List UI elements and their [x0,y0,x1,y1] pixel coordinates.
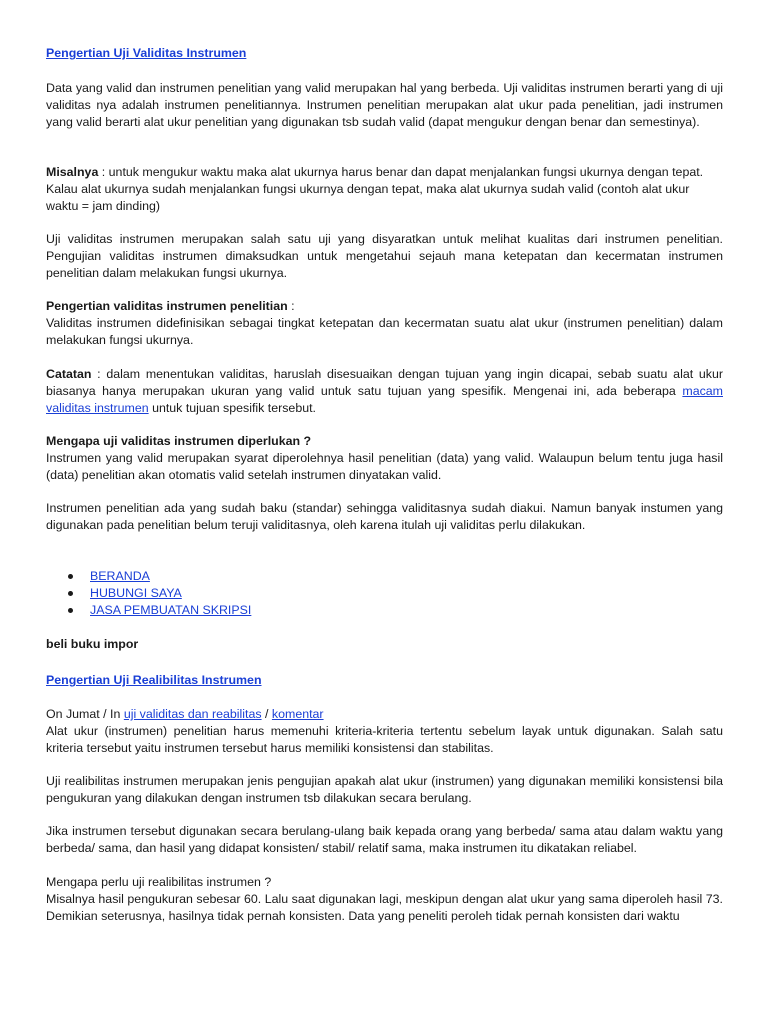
nav-menu [46,568,723,618]
section1-paragraph-3: Uji validitas instrumen merupakan salah satu uji yang disyaratkan untuk melihat kualitas dari instrumen penelitian. Pengujian validitas instrumen dimaksudkan untuk mengetahui sejauh mana ketepatan dan kecermatan instrumen penelitian dalam melakukan fungsi ukurnya. [46,232,723,280]
nav-link-jasa-pembuatan-skripsi[interactable]: JASA PEMBUATAN SKRIPSI [90,602,252,617]
section1-paragraph-7: Instrumen penelitian ada yang sudah baku (standar) sehingga validitasnya sudah diakui. Namun banyak instumen yang digunakan pada penelitian belum teruji validitasnya, oleh karena itulah uji validitas perlu dilakukan. [46,501,723,532]
section2-title-link[interactable]: Pengertian Uji Realibilitas Instrumen [46,673,262,687]
definition-colon: : [287,299,295,313]
section1-title-link[interactable]: Pengertian Uji Validitas Instrumen [46,46,247,60]
section1-paragraph-2 [46,164,723,214]
nav-item-hubungi-saya [46,585,723,602]
definition-text: Validitas instrumen didefinisikan sebagai tingkat ketepatan dan kecermatan suatu alat ukur (instrumen penelitian) dalam melakukan fungsi ukurnya. [46,315,723,347]
catatan-end: untuk tujuan spesifik tersebut. [148,400,316,415]
why-validity-text: Instrumen yang valid merupakan syarat diperolehnya hasil penelitian (data) yang valid. Walaupun belum tentu juga hasil (data) penelitian akan otomatis valid setelah instrumen dinyatakan valid. [46,450,723,482]
catatan-paragraph [46,366,723,416]
why-validity-block [46,433,723,483]
section1-paragraph-1: Data yang valid dan instrumen penelitian yang valid merupakan hal yang berbeda. Uji validitas instrumen berarti yang di uji validitas nya adalah instrumen penelitiannya. Instrumen penelitian merupakan alat ukur pada penelitian, jadi instrumen yang valid berarti alat ukur penelitian yang digunakan tsb sudah valid (dapat mengukur dengan benar dan semestinya). [46,81,723,129]
why-reliability-text: Misalnya hasil pengukuran sebesar 60. Lalu saat digunakan lagi, meskipun dengan alat ukur yang sama diperoleh hasil 73. Demikian seterusnya, hasilnya tidak pernah konsisten. Data yang peneliti peroleh tidak pernah konsisten dari waktu [46,891,723,923]
catatan-text: : dalam menentukan validitas, haruslah disesuaikan dengan tujuan yang ingin dicapai, sebab suatu alat ukur biasanya hanya merupakan ukuran yang valid untuk satu tujuan yang spesifik. Mengenai ini, ada beberapa [46,367,723,398]
section2-paragraph-2: Uji realibilitas instrumen merupakan jenis pengujian apakah alat ukur (instrumen) yang digunakan memiliki konsistensi bila pengukuran yang dilakukan dengan instrumen tsb dilakukan secara berulang. [46,774,723,805]
comment-link[interactable]: komentar [271,707,324,721]
post-meta-block [46,706,723,756]
catatan-label: Catatan [46,367,92,381]
category-link[interactable]: uji validitas dan reabilitas [123,707,262,721]
promo-text: beli buku impor [46,637,139,651]
section2-paragraph-3: Jika instrumen tersebut digunakan secara berulang-ulang baik kepada orang yang berbeda/ sama atau dalam waktu yang berbeda/ sama, dan hasil yang didapat konsisten/ stabil/ relatif sama, maka instrumen itu dikatakan reliabel. [46,824,723,855]
misalnya-text: : untuk mengukur waktu maka alat ukurnya harus benar dan dapat menjalankan fungsi ukurnya dengan tepat. Kalau alat ukurnya sudah menjalankan fungsi ukurnya dengan tepat, maka alat ukurnya sudah valid (contoh alat ukur waktu = jam dinding) [46,165,704,213]
macam-validitas-link[interactable]: macam validitas instrumen [46,383,723,415]
nav-link-hubungi-saya[interactable]: HUBUNGI SAYA [90,585,182,600]
definition-block [46,298,723,348]
misalnya-label: Misalnya [46,165,99,179]
nav-link-beranda[interactable]: BERANDA [90,569,150,583]
definition-heading: Pengertian validitas instrumen penelitian [46,299,288,313]
why-validity-heading: Mengapa uji validitas instrumen diperlukan ? [46,434,312,448]
post-meta: On Jumat / In uji validitas dan reabilitas / komentar [46,707,324,721]
section2-paragraph-1: Alat ukur (instrumen) penelitian harus memenuhi kriteria-kriteria tertentu sebelum layak untuk digunakan. Salah satu kriteria tersebut yaitu instrumen tersebut harus memiliki konsistensi dan stabilitas. [46,723,723,755]
nav-item-jasa-pembuatan-skripsi [46,602,723,619]
why-reliability-block [46,874,723,924]
nav-item-beranda [46,568,723,585]
why-reliability-heading: Mengapa perlu uji realibilitas instrumen ? [46,875,272,889]
